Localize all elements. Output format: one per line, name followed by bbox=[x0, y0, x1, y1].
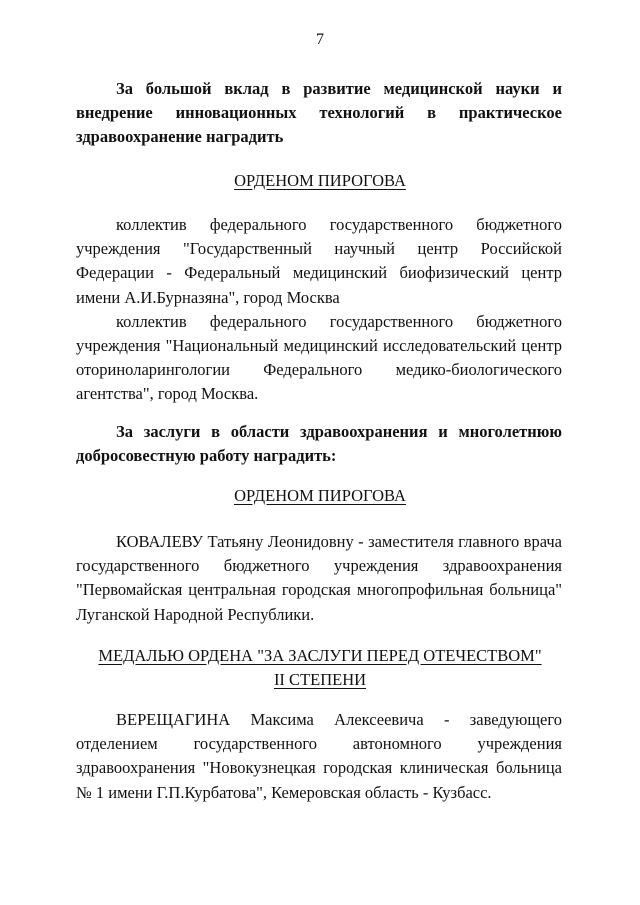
section1-awardees bbox=[76, 213, 562, 407]
section3-medal-heading-line2-text: II СТЕПЕНИ bbox=[273, 670, 367, 689]
section1-intro: За большой вклад в развитие медицинской науки и внедрение инновационных технологий в практическое здравоохранение наградить bbox=[76, 79, 562, 147]
section1-order-heading bbox=[0, 169, 640, 193]
section2-order-heading-text: ОРДЕНОМ ПИРОГОВА bbox=[234, 486, 406, 505]
section3-awardee: ВЕРЕЩАГИНА Максима Алексеевича - заведующего отделением государственного автономного учреждения здравоохранения "Новокузнецкая городская клиническая больница № 1 имени Г.П.Курбатова", Кемеровская область - Кузбасс. bbox=[76, 710, 562, 802]
section1-order-heading-text: ОРДЕНОМ ПИРОГОВА bbox=[234, 171, 406, 190]
section2-order-heading bbox=[0, 484, 640, 508]
section3-medal-heading-line2 bbox=[0, 668, 640, 692]
page-number: 7 bbox=[316, 31, 324, 48]
section3-medal-heading-line1 bbox=[0, 644, 640, 668]
section2-awardee: КОВАЛЕВУ Татьяну Леонидовну - заместителя главного врача государственного бюджетного учреждения здравоохранения "Первомайская центральная городская многопрофильная больница" Луганской Народной Республики. bbox=[76, 532, 562, 624]
section1-awardee-1: коллектив федерального государственного бюджетного учреждения "Государственный научный центр Российской Федерации - Федеральный медицинский биофизический центр имени А.И.Бурназяна", город Москва bbox=[76, 215, 562, 307]
section3-medal-heading-line1-text: МЕДАЛЬЮ ОРДЕНА "ЗА ЗАСЛУГИ ПЕРЕД ОТЕЧЕСТВОМ" bbox=[98, 646, 542, 665]
section2-intro: За заслуги в области здравоохранения и многолетнюю добросовестную работу наградить: bbox=[76, 422, 562, 466]
section1-awardee-2: коллектив федерального государственного бюджетного учреждения "Национальный медицинский исследовательский центр оториноларингологии Федерального медико-биологического агентства", город Москва. bbox=[76, 311, 562, 404]
